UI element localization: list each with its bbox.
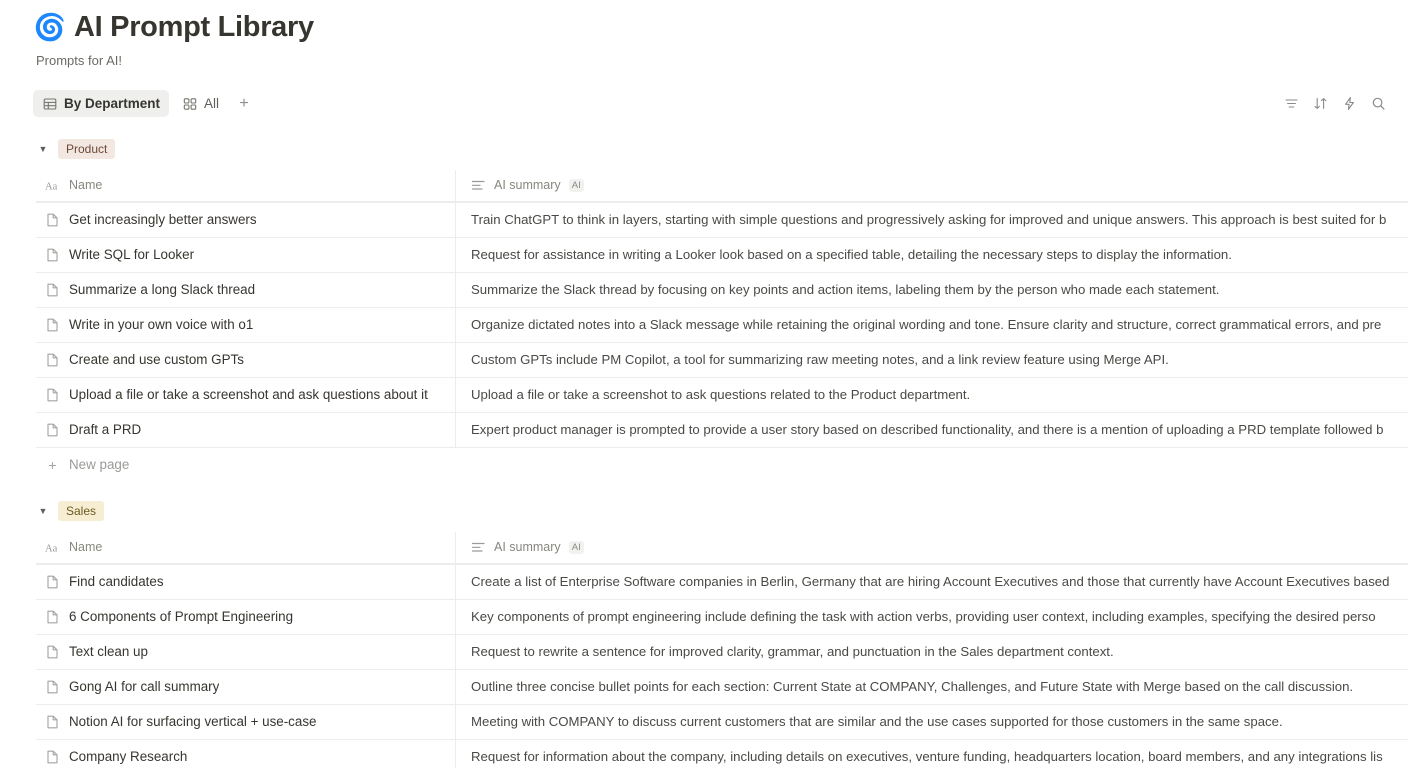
row-summary: Custom GPTs include PM Copilot, a tool for summarizing raw meeting notes, and a link review feature using Merge API. — [471, 352, 1169, 368]
row-summary: Expert product manager is prompted to provide a user story based on described functionality, and there is a mention of uploading a PRD template followed b — [471, 422, 1384, 438]
table-row[interactable] — [36, 564, 1408, 599]
summary-lines-icon — [471, 178, 486, 193]
row-summary: Summarize the Slack thread by focusing on key points and action items, labeling them by the person who made each statement. — [471, 282, 1220, 298]
page-icon — [45, 574, 60, 589]
text-aa-icon — [45, 178, 60, 193]
row-name-cell[interactable] — [36, 343, 456, 377]
group-header — [36, 500, 1408, 522]
row-title: Create and use custom GPTs — [69, 352, 244, 368]
row-title: Text clean up — [69, 644, 148, 660]
table-row[interactable] — [36, 412, 1408, 447]
row-summary-cell[interactable] — [456, 378, 1408, 412]
page-icon — [45, 352, 60, 367]
row-summary-cell[interactable] — [456, 600, 1408, 634]
row-summary: Request to rewrite a sentence for improved clarity, grammar, and punctuation in the Sales department context. — [471, 644, 1114, 660]
page-icon — [45, 714, 60, 729]
row-summary: Meeting with COMPANY to discuss current customers that are similar and the use cases supported for those customers in the same space. — [471, 714, 1283, 730]
view-toolbar — [0, 88, 1408, 120]
row-summary: Request for information about the company, including details on executives, venture funding, headquarters location, board members, and any integrations lis — [471, 749, 1383, 765]
sort-icon[interactable] — [1312, 96, 1328, 112]
page-icon — [45, 609, 60, 624]
group-chip[interactable]: Product — [58, 139, 115, 159]
row-name-cell[interactable] — [36, 238, 456, 272]
page-icon — [45, 212, 60, 227]
row-summary-cell[interactable] — [456, 343, 1408, 377]
row-summary: Train ChatGPT to think in layers, starting with simple questions and progressively asking for improved and unique answers. This approach is best suited for b — [471, 212, 1387, 228]
table-icon — [42, 96, 57, 111]
row-title: Summarize a long Slack thread — [69, 282, 256, 298]
row-summary-cell[interactable] — [456, 238, 1408, 272]
column-header-name[interactable] — [36, 532, 456, 563]
row-name-cell[interactable] — [36, 705, 456, 739]
row-title: Write SQL for Looker — [69, 247, 195, 263]
view-action-icons — [1283, 96, 1386, 112]
row-summary: Request for assistance in writing a Looker look based on a specified table, detailing the necessary steps to display the information. — [471, 247, 1232, 263]
column-header-label: Name — [69, 540, 103, 555]
tab-label: By Department — [64, 96, 161, 112]
column-header-label: Name — [69, 178, 103, 193]
page-icon — [45, 644, 60, 659]
new-page-button[interactable] — [36, 448, 1408, 482]
tab-all[interactable] — [173, 90, 228, 117]
column-header-summary[interactable] — [456, 170, 1408, 201]
row-title: Gong AI for call summary — [69, 679, 220, 695]
row-title: Get increasingly better answers — [69, 212, 257, 228]
row-summary-cell[interactable] — [456, 565, 1408, 599]
svg-text:Aa: Aa — [45, 543, 58, 554]
row-name-cell[interactable] — [36, 413, 456, 447]
group-table — [36, 532, 1408, 768]
table-row[interactable] — [36, 307, 1408, 342]
row-title: 6 Components of Prompt Engineering — [69, 609, 294, 625]
group-product — [36, 138, 1408, 482]
row-summary-cell[interactable] — [456, 740, 1408, 768]
summary-lines-icon — [471, 540, 486, 555]
column-header-name[interactable] — [36, 170, 456, 201]
column-header-label: AI summary — [494, 540, 561, 555]
plus-icon: + — [48, 456, 57, 473]
row-summary-cell[interactable] — [456, 308, 1408, 342]
row-summary: Upload a file or take a screenshot to ask questions related to the Product department. — [471, 387, 971, 403]
group-table — [36, 170, 1408, 482]
row-summary-cell[interactable] — [456, 705, 1408, 739]
page-icon — [45, 387, 60, 402]
page-icon — [45, 317, 60, 332]
gallery-icon — [182, 96, 197, 111]
search-icon[interactable] — [1370, 96, 1386, 112]
page-icon — [45, 679, 60, 694]
table-row[interactable] — [36, 599, 1408, 634]
row-summary: Create a list of Enterprise Software companies in Berlin, Germany that are hiring Account Executives and those that currently have Account Executives based — [471, 574, 1390, 590]
tab-by-department[interactable] — [33, 90, 169, 117]
table-row[interactable] — [36, 342, 1408, 377]
tab-label: All — [204, 96, 220, 112]
page-header — [0, 0, 1408, 70]
row-summary-cell[interactable] — [456, 273, 1408, 307]
table-row[interactable] — [36, 377, 1408, 412]
column-header-label: AI summary — [494, 178, 561, 193]
column-header-summary[interactable] — [456, 532, 1408, 563]
table-row[interactable] — [36, 739, 1408, 768]
row-name-cell[interactable] — [36, 565, 456, 599]
row-title: Company Research — [69, 749, 188, 765]
group-chip[interactable]: Sales — [58, 501, 104, 521]
table-row[interactable] — [36, 634, 1408, 669]
svg-text:Aa: Aa — [45, 181, 58, 192]
page-icon — [45, 282, 60, 297]
table-row[interactable] — [36, 704, 1408, 739]
automation-icon[interactable] — [1341, 96, 1357, 112]
table-row[interactable] — [36, 272, 1408, 307]
row-summary-cell[interactable] — [456, 413, 1408, 447]
spiral-icon[interactable]: 🌀 — [33, 12, 67, 43]
ai-badge: AI — [569, 179, 584, 192]
page-icon — [45, 422, 60, 437]
row-title: Upload a file or take a screenshot and ask questions about it — [69, 387, 428, 403]
row-title: Find candidates — [69, 574, 164, 590]
row-name-cell[interactable] — [36, 378, 456, 412]
table-row[interactable] — [36, 669, 1408, 704]
database-content — [0, 138, 1408, 768]
row-name-cell[interactable] — [36, 740, 456, 768]
chevron-down-icon[interactable]: ▼ — [38, 143, 48, 154]
group-sales — [36, 500, 1408, 768]
row-summary-cell[interactable] — [456, 670, 1408, 704]
table-row[interactable] — [36, 237, 1408, 272]
row-summary-cell[interactable] — [456, 203, 1408, 237]
row-name-cell[interactable] — [36, 670, 456, 704]
table-row[interactable] — [36, 202, 1408, 237]
page-description[interactable]: Prompts for AI! — [36, 52, 122, 68]
row-name-cell[interactable] — [36, 308, 456, 342]
page-title[interactable]: AI Prompt Library — [74, 11, 314, 43]
text-aa-icon — [45, 540, 60, 555]
row-title: Draft a PRD — [69, 422, 142, 438]
page-icon — [45, 749, 60, 764]
row-title: Write in your own voice with o1 — [69, 317, 254, 333]
row-summary: Organize dictated notes into a Slack message while retaining the original wording and tone. Ensure clarity and structure, correct grammatical errors, and pre — [471, 317, 1382, 333]
title-row — [33, 10, 1408, 45]
group-header — [36, 138, 1408, 160]
row-title: Notion AI for surfacing vertical + use-case — [69, 714, 317, 730]
page-icon — [45, 247, 60, 262]
view-tabs — [33, 90, 256, 117]
filter-icon[interactable] — [1283, 96, 1299, 112]
row-summary-cell[interactable] — [456, 635, 1408, 669]
new-page-label: New page — [69, 457, 130, 473]
row-name-cell[interactable] — [36, 635, 456, 669]
add-view-button[interactable]: + — [239, 94, 249, 112]
table-header-row — [36, 170, 1408, 202]
row-name-cell[interactable] — [36, 600, 456, 634]
ai-badge: AI — [569, 541, 584, 554]
row-name-cell[interactable] — [36, 273, 456, 307]
row-summary: Outline three concise bullet points for each section: Current State at COMPANY, Challenges, and Future State with Merge based on the call discussion. — [471, 679, 1354, 695]
row-summary: Key components of prompt engineering include defining the task with action verbs, providing user context, including examples, specifying the desired perso — [471, 609, 1376, 625]
row-name-cell[interactable] — [36, 203, 456, 237]
table-header-row — [36, 532, 1408, 564]
chevron-down-icon[interactable]: ▼ — [38, 505, 48, 516]
